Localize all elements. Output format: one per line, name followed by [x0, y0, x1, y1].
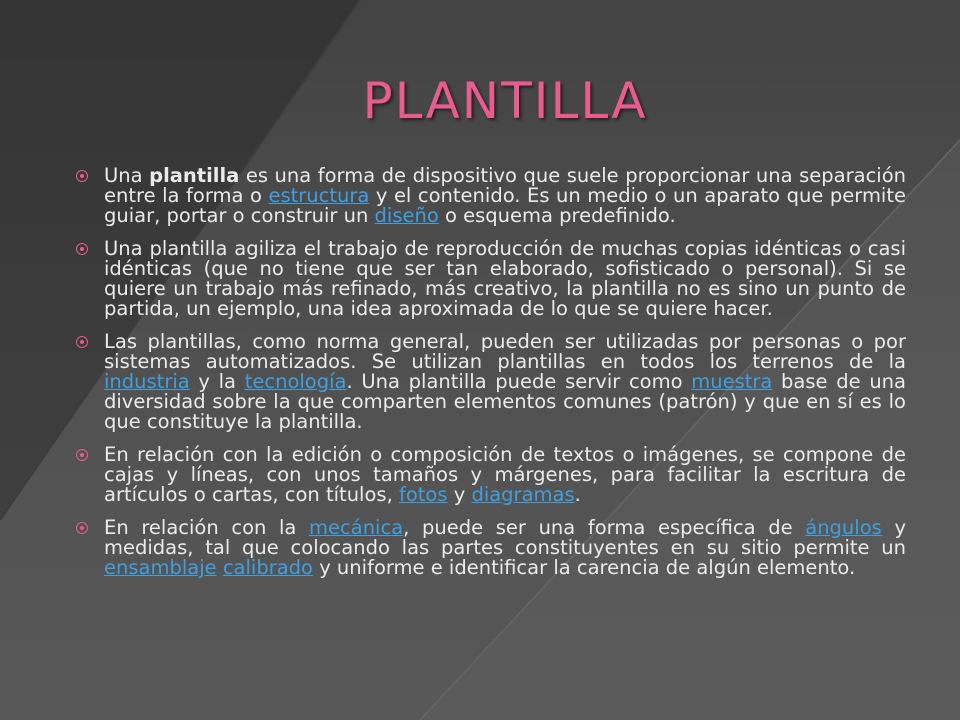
- link-tecnologia[interactable]: tecnología: [244, 370, 347, 393]
- bold-term: plantilla: [149, 164, 240, 187]
- link-calibrado[interactable]: calibrado: [222, 556, 313, 579]
- link-diagramas[interactable]: diagramas: [471, 483, 575, 506]
- list-item: [76, 332, 906, 432]
- link-angulos[interactable]: ángulos: [805, 516, 882, 539]
- link-diseno[interactable]: diseño: [374, 204, 439, 227]
- circle-dot-bullet-icon: [76, 170, 88, 182]
- link-muestra[interactable]: muestra: [691, 370, 773, 393]
- bullet-list: [76, 166, 906, 591]
- link-estructura[interactable]: estructura: [268, 184, 370, 207]
- bullet-text: En relación con la edición o composición de textos o imágenes, se compone de cajas y líneas, con unos tamaños y márgenes, para facilitar la escritura de artículos o cartas, con títulos,: [104, 443, 906, 506]
- list-item: [76, 166, 906, 226]
- bullet-text: base de una diversidad sobre la que comparten elementos comunes (patrón) y que en sí es lo que constituye la plantilla.: [104, 370, 906, 433]
- bullet-text: .: [574, 483, 581, 506]
- bullet-text: y la: [189, 370, 245, 393]
- slide-title: PLANTILLA: [362, 72, 648, 130]
- link-industria[interactable]: industria: [104, 370, 190, 393]
- bullet-text: En relación con la: [104, 516, 310, 539]
- list-item: [76, 445, 906, 505]
- circle-dot-bullet-icon: [76, 522, 88, 534]
- link-mecanica[interactable]: mecánica: [309, 516, 404, 539]
- circle-dot-bullet-icon: [76, 243, 88, 255]
- bullet-text: Las plantillas, como norma general, pueden ser utilizadas por personas o por sistemas automatizados. Se utilizan plantillas en todos los terrenos de la: [104, 330, 906, 373]
- bullet-text: . Una plantilla puede servir como: [346, 370, 692, 393]
- bullet-text: y uniforme e identificar la carencia de algún elemento.: [313, 556, 856, 579]
- circle-dot-bullet-icon: [76, 449, 88, 461]
- bullet-text: y: [447, 483, 472, 506]
- list-item: [76, 518, 906, 578]
- bullet-text: y el contenido. Es un medio o un aparato que permite guiar, portar o construir un: [104, 184, 906, 227]
- list-item: [76, 239, 906, 319]
- bullet-text: o esquema predefinido.: [438, 204, 676, 227]
- bullet-text: y medidas, tal que colocando las partes constituyentes en su sitio permite un: [104, 516, 906, 559]
- link-fotos[interactable]: fotos: [398, 483, 448, 506]
- bullet-text: es una forma de dispositivo que suele proporcionar una separación entre la forma o: [104, 164, 906, 207]
- bullet-text: Una: [104, 164, 150, 187]
- link-ensamblaje[interactable]: ensamblaje: [104, 556, 217, 579]
- bullet-text: , puede ser una forma específica de: [403, 516, 806, 539]
- bullet-text: Una plantilla agiliza el trabajo de reproducción de muchas copias idénticas o casi idénticas (que no tiene que ser tan elaborado, sofisticado o personal). Si se quiere un trabajo más refinado, más creativo, la plantilla no es sino un punto de partida, un ejemplo, una idea aproximada de lo que se quiere hacer.: [104, 237, 906, 320]
- circle-dot-bullet-icon: [76, 336, 88, 348]
